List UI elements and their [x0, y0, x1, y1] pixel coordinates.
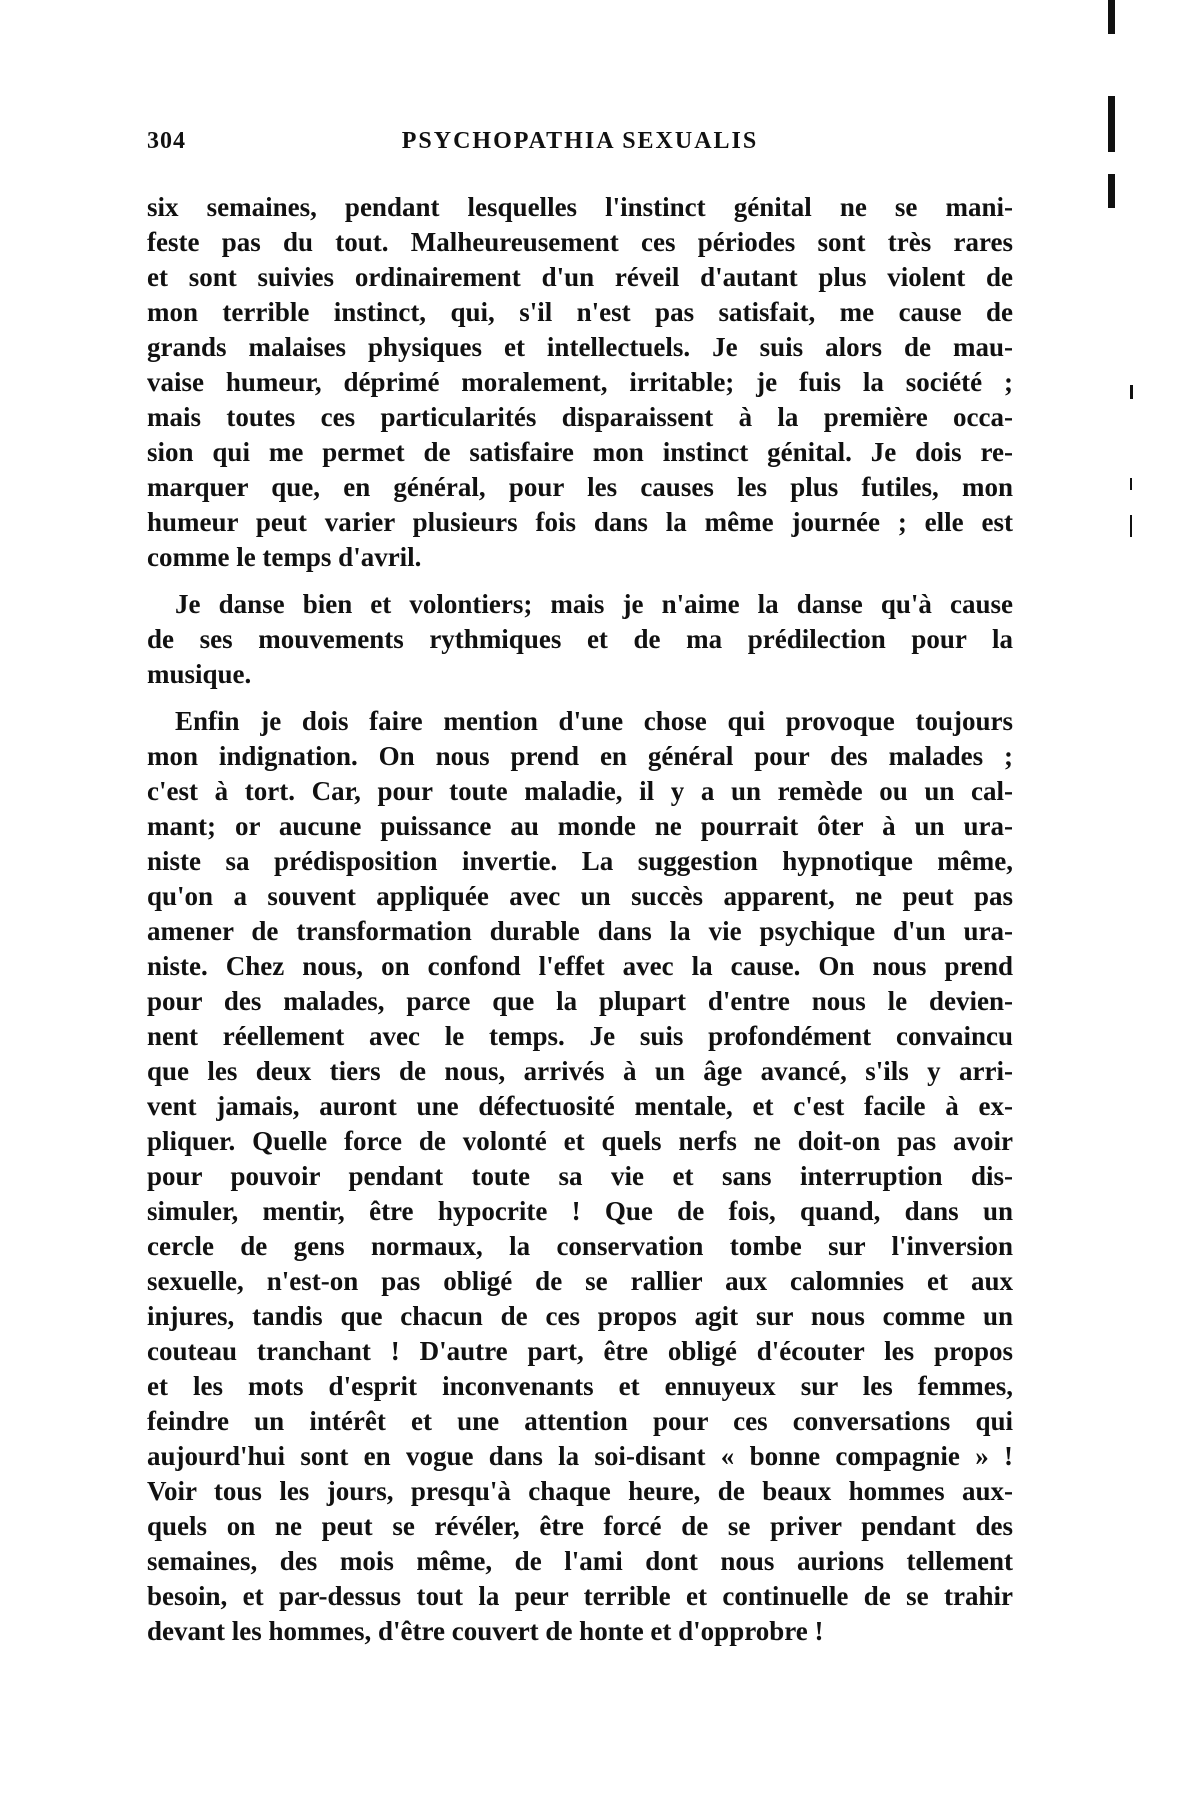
text-line: couteau tranchant ! D'autre part, être obligé d'écouter les propos	[147, 1336, 1013, 1366]
scan-artifact	[1108, 174, 1115, 208]
text-line: niste sa prédisposition invertie. La suggestion hypnotique même,	[147, 846, 1013, 876]
text-line: pliquer. Quelle force de volonté et quels nerfs ne doit-on pas avoir	[147, 1126, 1013, 1156]
scan-artifact	[1130, 385, 1133, 399]
text-line: sion qui me permet de satisfaire mon instinct génital. Je dois re-	[147, 437, 1013, 467]
text-line: et les mots d'esprit inconvenants et ennuyeux sur les femmes,	[147, 1371, 1013, 1401]
text-line: nent réellement avec le temps. Je suis profondément convaincu	[147, 1021, 1013, 1051]
paragraph	[147, 190, 1013, 575]
text-line: feindre un intérêt et une attention pour ces conversations qui	[147, 1406, 1013, 1436]
text-line: mon indignation. On nous prend en général pour des malades ;	[147, 741, 1013, 771]
text-line: mon terrible instinct, qui, s'il n'est pas satisfait, me cause de	[147, 297, 1013, 327]
text-line: comme le temps d'avril.	[147, 542, 422, 572]
text-line: quels on ne peut se révéler, être forcé de se priver pendant des	[147, 1511, 1013, 1541]
text-line: niste. Chez nous, on confond l'effet avec la cause. On nous prend	[147, 951, 1013, 981]
text-line: Je danse bien et volontiers; mais je n'aime la danse qu'à cause	[175, 589, 1013, 619]
paragraph	[147, 704, 1013, 1649]
text-line: besoin, et par-dessus tout la peur terrible et continuelle de se trahir	[147, 1581, 1013, 1611]
paragraph	[147, 587, 1013, 692]
text-line: mant; or aucune puissance au monde ne pourrait ôter à un ura-	[147, 811, 1013, 841]
text-line: semaines, des mois même, de l'ami dont nous aurions tellement	[147, 1546, 1013, 1576]
text-line: sexuelle, n'est-on pas obligé de se rallier aux calomnies et aux	[147, 1266, 1013, 1296]
running-title: PSYCHOPATHIA SEXUALIS	[401, 128, 759, 154]
scan-artifact	[1108, 0, 1115, 34]
text-line: que les deux tiers de nous, arrivés à un âge avancé, s'ils y arri-	[147, 1056, 1013, 1086]
text-line: amener de transformation durable dans la vie psychique d'un ura-	[147, 916, 1013, 946]
text-line: marquer que, en général, pour les causes les plus futiles, mon	[147, 472, 1013, 502]
text-line: grands malaises physiques et intellectuels. Je suis alors de mau-	[147, 332, 1013, 362]
text-line: mais toutes ces particularités disparaissent à la première occa-	[147, 402, 1013, 432]
text-line: Enfin je dois faire mention d'une chose qui provoque toujours	[175, 706, 1013, 736]
text-line: devant les hommes, d'être couvert de honte et d'opprobre !	[147, 1616, 824, 1646]
scan-artifact	[1108, 96, 1115, 152]
text-line: c'est à tort. Car, pour toute maladie, il y a un remède ou un cal-	[147, 776, 1013, 806]
text-line: pour des malades, parce que la plupart d'entre nous le devien-	[147, 986, 1013, 1016]
text-line: injures, tandis que chacun de ces propos agit sur nous comme un	[147, 1301, 1013, 1331]
text-line: et sont suivies ordinairement d'un réveil d'autant plus violent de	[147, 262, 1013, 292]
text-line: aujourd'hui sont en vogue dans la soi-disant « bonne compagnie » !	[147, 1441, 1013, 1471]
scan-artifact	[1130, 478, 1132, 490]
text-line: vaise humeur, déprimé moralement, irritable; je fuis la société ;	[147, 367, 1013, 397]
page-number: 304	[147, 128, 186, 154]
scan-artifact	[1130, 515, 1132, 537]
text-line: musique.	[147, 659, 252, 689]
text-line: six semaines, pendant lesquelles l'instinct génital ne se mani-	[147, 192, 1013, 222]
text-line: de ses mouvements rythmiques et de ma prédilection pour la	[147, 624, 1013, 654]
text-line: qu'on a souvent appliquée avec un succès apparent, ne peut pas	[147, 881, 1013, 911]
text-line: humeur peut varier plusieurs fois dans la même journée ; elle est	[147, 507, 1013, 537]
text-line: pour pouvoir pendant toute sa vie et sans interruption dis-	[147, 1161, 1013, 1191]
text-line: feste pas du tout. Malheureusement ces périodes sont très rares	[147, 227, 1013, 257]
page-header	[147, 128, 1013, 168]
page-body	[147, 190, 1013, 1661]
text-line: cercle de gens normaux, la conservation tombe sur l'inversion	[147, 1231, 1013, 1261]
text-line: Voir tous les jours, presqu'à chaque heure, de beaux hommes aux-	[147, 1476, 1013, 1506]
text-line: vent jamais, auront une défectuosité mentale, et c'est facile à ex-	[147, 1091, 1013, 1121]
text-line: simuler, mentir, être hypocrite ! Que de fois, quand, dans un	[147, 1196, 1013, 1226]
